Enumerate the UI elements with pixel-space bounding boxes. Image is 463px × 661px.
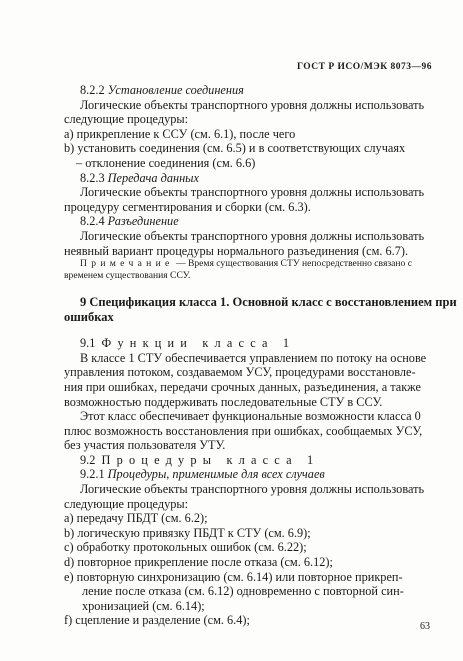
list-item-e-continuation: ление после отказа (см. 6.12) одновременно с повторной син- [82,584,404,599]
section-number: 9.1 [80,336,96,351]
section-title: Разъединение [107,214,179,229]
heading-9-2-1 [64,467,436,482]
list-item-f: f) сцепление и разделение (см. 6.4); [64,613,250,628]
paragraph-line: управления потоком, создаваемом УСУ, процедурами восстановле- [64,365,416,380]
note-text: — Время существования СТУ непосредственно связано с [173,258,412,270]
section-number: 8.2.3 [80,170,105,185]
section-title: Передача данных [107,170,199,185]
note-text-continuation: временем существования ССУ. [64,270,191,282]
heading-8-2-4 [64,214,436,229]
paragraph-line: процедуру сегментирования и сборки (см. 6.3). [64,199,311,214]
paragraph-line: следующие процедуры: [64,496,189,511]
paragraph-line: следующие процедуры: [64,112,189,127]
paragraph-line: ния при ошибках, передачи срочных данных, разъединения, а также [64,379,421,394]
heading-8-2-3 [64,171,436,186]
section-title: Функции класса 1 [101,336,296,351]
heading-9: 9 Спецификация класса 1. Основной класс с восстановлением при [80,295,457,310]
page-body [64,83,457,628]
section-title: Процедуры класса 1 [101,452,320,467]
paragraph-line: Логические объекты транспортного уровня должны использовать [80,228,425,243]
section-number: 8.2.2 [80,83,105,97]
page-number: 63 [420,621,430,632]
list-item-e-continuation: хронизацией (см. 6.14); [82,598,205,613]
list-item-d: d) повторное прикрепление после отказа (см. 6.12); [64,555,333,570]
paragraph-line: без участия пользователя УТУ. [64,438,226,453]
paragraph-line: Логические объекты транспортного уровня должны использовать [80,185,425,200]
list-item-c: с) обработку протокольных ошибок (см. 6.22); [64,540,307,555]
paragraph-line: Логические объекты транспортного уровня должны использовать [80,482,425,497]
heading-9-1 [64,336,436,351]
list-item-a: а) передачу ПБДТ (см. 6.2); [64,511,208,526]
section-number: 9.2 [80,452,96,467]
list-item-a: а) прикрепление к ССУ (см. 6.1), после чего [64,126,296,141]
list-item-e: е) повторную синхронизацию (см. 6.14) или повторное прикреп- [64,569,403,584]
note-block [64,258,436,270]
section-number: 8.2.4 [80,214,105,229]
note-label: Примечание [80,258,174,270]
paragraph-line: плюс возможность восстановления при ошибках, сообщаемых УСУ, [64,423,423,438]
heading-9-continuation: ошибках [64,310,114,325]
section-title: Установление соединения [107,83,244,97]
page-header-standard: ГОСТ Р ИСО/МЭК 8073—96 [296,62,432,72]
list-item-b-continuation: – отклонение соединения (см. 6.6) [76,155,256,170]
paragraph-line: возможностью поддерживать последовательные СТУ в ССУ. [64,394,383,409]
heading-8-2-2 [64,83,436,98]
section-title: Процедуры, применимые для всех случаев [107,467,325,482]
paragraph-line: Логические объекты транспортного уровня должны использовать [80,97,425,112]
list-item-b: b) установить соединения (см. 6.5) и в соответствующих случаях [64,141,406,156]
section-number: 9.2.1 [80,467,105,482]
list-item-b: b) логическую привязку ПБДТ к СТУ (см. 6.9); [64,525,311,540]
paragraph-line: неявный вариант процедуры нормального разъединения (см. 6.7). [64,243,409,258]
heading-9-2 [64,453,436,468]
paragraph-line: Этот класс обеспечивает функциональные возможности класса 0 [80,409,421,424]
paragraph-line: В классе 1 СТУ обеспечивается управлением по потоку на основе [80,350,427,365]
